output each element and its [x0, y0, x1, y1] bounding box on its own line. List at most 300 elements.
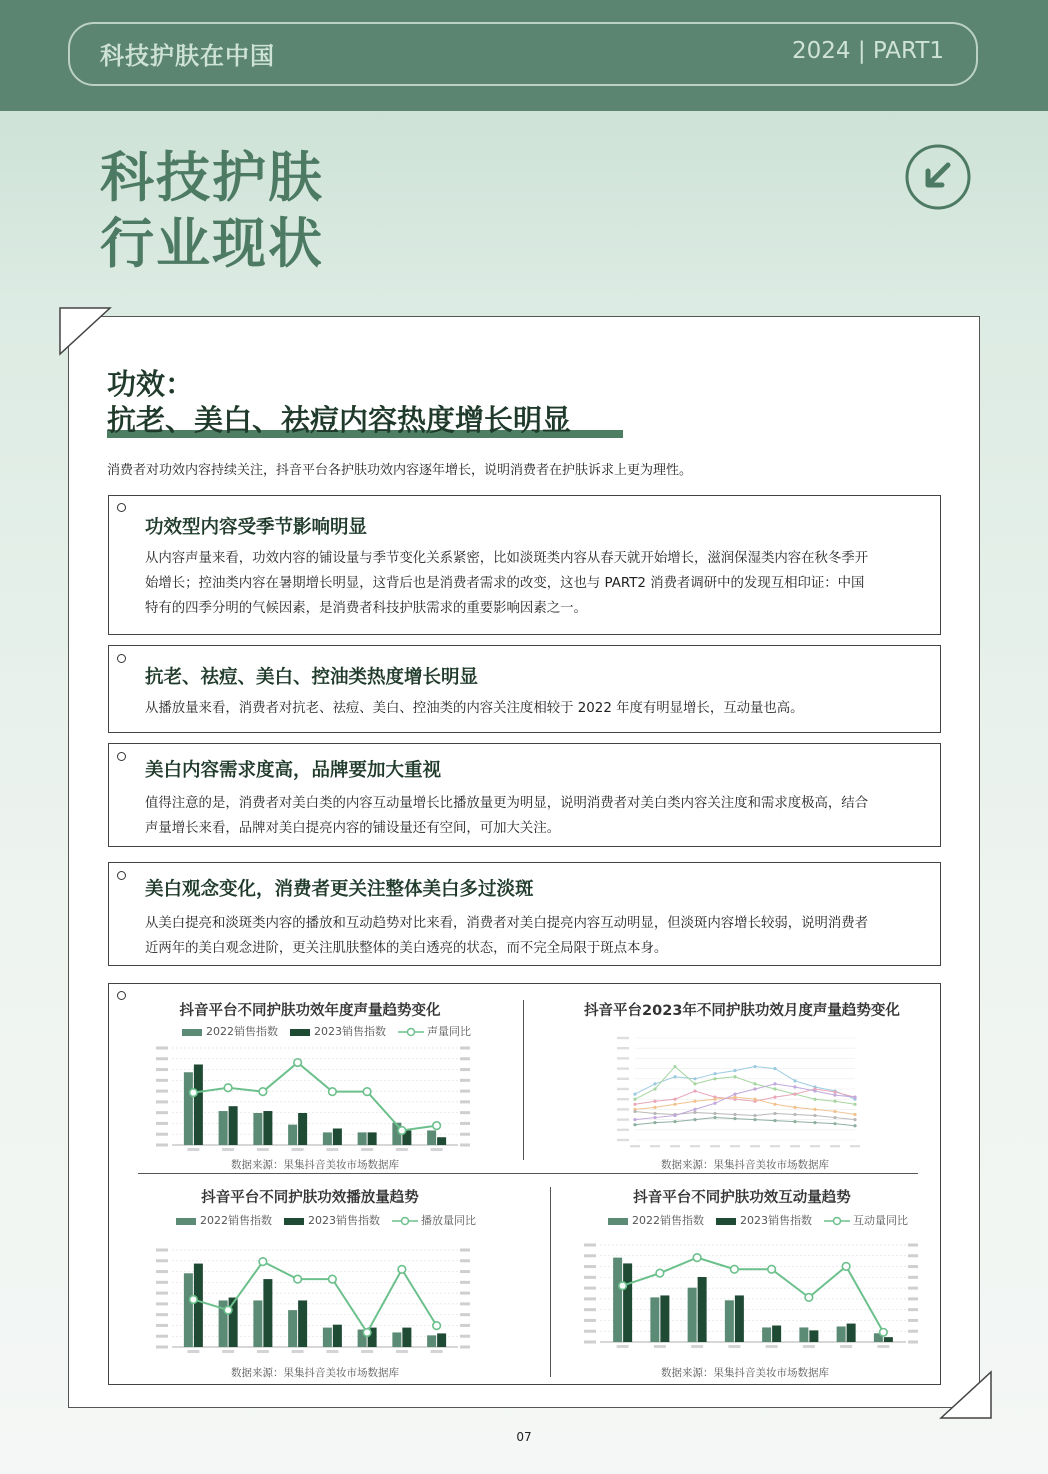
- legend-label: 2023销售指数: [308, 1214, 380, 1227]
- axis-tick-mark: [460, 1144, 470, 1147]
- axis-tick-mark: [617, 1108, 629, 1110]
- series-point: [693, 1100, 696, 1103]
- series-point: [713, 1112, 716, 1115]
- bar-2022: [358, 1132, 367, 1145]
- category-tick-mark: [840, 1345, 852, 1348]
- series-point: [773, 1096, 776, 1099]
- axis-tick-mark: [460, 1335, 470, 1338]
- category-tick-mark: [257, 1148, 269, 1151]
- series-point: [633, 1118, 636, 1121]
- series-point: [833, 1090, 836, 1093]
- axis-tick-mark: [908, 1287, 918, 1290]
- axis-tick-mark: [617, 1037, 629, 1039]
- series-point: [793, 1085, 796, 1088]
- series-point: [733, 1075, 736, 1078]
- yoy-point: [294, 1275, 302, 1283]
- bar-2023: [298, 1113, 307, 1145]
- series-point: [653, 1082, 656, 1085]
- axis-tick-mark: [156, 1144, 168, 1147]
- series-point: [693, 1089, 696, 1092]
- arrow-down-left-icon: [904, 143, 972, 211]
- axis-tick-mark: [460, 1249, 470, 1252]
- series-point: [833, 1110, 836, 1113]
- category-tick-mark: [810, 1145, 820, 1147]
- series-point: [693, 1108, 696, 1111]
- category-tick-mark: [877, 1345, 889, 1348]
- category-tick-mark: [222, 1350, 234, 1353]
- series-point: [713, 1098, 716, 1101]
- bar-2022: [288, 1310, 297, 1347]
- category-tick-mark: [730, 1145, 740, 1147]
- series-point: [653, 1100, 656, 1103]
- axis-tick-mark: [460, 1079, 470, 1082]
- axis-tick-mark: [617, 1129, 629, 1131]
- category-tick-mark: [830, 1145, 840, 1147]
- yoy-point: [190, 1296, 198, 1304]
- category-tick-mark: [396, 1350, 408, 1353]
- series-point: [733, 1069, 736, 1072]
- bar-2022: [288, 1125, 297, 1145]
- series-point: [753, 1118, 756, 1121]
- axis-tick-mark: [156, 1313, 168, 1316]
- series-point: [853, 1113, 856, 1116]
- yoy-point: [363, 1329, 371, 1337]
- corner-decoration-bottom-right: [938, 1368, 994, 1420]
- category-tick-mark: [361, 1350, 373, 1353]
- axis-tick-mark: [460, 1259, 470, 1262]
- axis-tick-mark: [617, 1088, 629, 1090]
- axis-tick-mark: [460, 1302, 470, 1305]
- bullet-circle-icon: [117, 752, 126, 761]
- series-point: [813, 1108, 816, 1111]
- finding-text-line: 声量增长来看，品牌对美白提亮内容的铺设量还有空间，可加大关注。: [145, 821, 561, 836]
- bar-2023: [772, 1326, 781, 1342]
- axis-tick-mark: [156, 1259, 168, 1262]
- legend-item-2022: [608, 1212, 704, 1228]
- category-tick-mark: [650, 1145, 660, 1147]
- category-tick-mark: [790, 1145, 800, 1147]
- legend-label: 2022销售指数: [200, 1214, 272, 1227]
- category-tick-mark: [617, 1345, 629, 1348]
- bar-2022: [392, 1332, 401, 1347]
- yoy-point: [294, 1059, 302, 1067]
- axis-tick-mark: [156, 1324, 168, 1327]
- axis-tick-mark: [584, 1341, 596, 1344]
- bullet-circle-icon: [117, 991, 126, 1000]
- axis-tick-mark: [460, 1111, 470, 1114]
- finding-text-line: 从播放量来看，消费者对抗老、祛痘、美白、控油类的内容关注度相较于 2022 年度有明显增长，互动量也高。: [145, 701, 804, 716]
- axis-tick-mark: [908, 1297, 918, 1300]
- axis-tick-mark: [617, 1139, 629, 1141]
- axis-tick-mark: [460, 1270, 470, 1273]
- legend-label: 互动量同比: [853, 1214, 908, 1227]
- series-point: [633, 1103, 636, 1106]
- series-point: [773, 1082, 776, 1085]
- bar-2023: [229, 1106, 238, 1145]
- series-point: [633, 1110, 636, 1113]
- bar-2023: [437, 1137, 446, 1145]
- bar-2023: [437, 1333, 446, 1347]
- chart-legend: [176, 1212, 476, 1228]
- yoy-point: [190, 1089, 198, 1097]
- series-point: [853, 1096, 856, 1099]
- category-tick-mark: [670, 1145, 680, 1147]
- series-point: [753, 1114, 756, 1117]
- bar-2022: [253, 1300, 262, 1347]
- bar-2022: [219, 1111, 228, 1145]
- axis-tick-mark: [908, 1330, 918, 1333]
- finding-text-line: 从美白提亮和淡斑类内容的播放和互动趋势对比来看，消费者对美白提亮内容互动明显，但淡斑内容增长较弱，说明消费者: [145, 916, 869, 931]
- yoy-point: [656, 1269, 664, 1277]
- axis-tick-mark: [460, 1057, 470, 1060]
- series-point: [813, 1098, 816, 1101]
- bar-2023: [402, 1328, 411, 1347]
- bar-2022: [725, 1300, 734, 1342]
- axis-tick-mark: [908, 1341, 918, 1344]
- axis-tick-mark: [584, 1287, 596, 1290]
- axis-tick-mark: [156, 1302, 168, 1305]
- legend-item-line: [824, 1212, 908, 1228]
- axis-tick-mark: [156, 1281, 168, 1284]
- axis-tick-mark: [460, 1324, 470, 1327]
- bar-2022: [688, 1288, 697, 1342]
- series-point: [693, 1077, 696, 1080]
- legend-label: 2022销售指数: [206, 1025, 278, 1038]
- category-tick-mark: [750, 1145, 760, 1147]
- series-point: [693, 1082, 696, 1085]
- series-line-7: [635, 1118, 855, 1126]
- section-heading-2: 抗老、美白、祛痘内容热度增长明显: [107, 403, 572, 437]
- chart-legend: [608, 1212, 908, 1228]
- chart-title: 抖音平台不同护肤功效互动量趋势: [633, 1190, 851, 1206]
- bar-2023: [623, 1263, 632, 1342]
- category-tick-mark: [770, 1145, 780, 1147]
- legend-label: 2023销售指数: [740, 1214, 812, 1227]
- axis-tick-mark: [156, 1057, 168, 1060]
- legend-label: 播放量同比: [421, 1214, 476, 1227]
- category-tick-mark: [728, 1345, 740, 1348]
- bar-2023: [333, 1325, 342, 1347]
- category-tick-mark: [187, 1350, 199, 1353]
- yoy-point: [433, 1322, 441, 1330]
- chart-legend: [182, 1023, 471, 1039]
- finding-box-2: [108, 645, 941, 733]
- bar-2023: [263, 1111, 272, 1145]
- part-label: 2024 | PART1: [791, 38, 944, 64]
- yoy-point: [259, 1088, 267, 1096]
- finding-title: 抗老、祛痘、美白、控油类热度增长明显: [145, 667, 479, 688]
- series-point: [673, 1103, 676, 1106]
- bar-2022: [613, 1258, 622, 1342]
- category-tick-mark: [710, 1145, 720, 1147]
- series-point: [673, 1098, 676, 1101]
- bar-2022: [799, 1327, 808, 1342]
- series-point: [733, 1096, 736, 1099]
- legend-item-2023: [716, 1212, 812, 1228]
- bar-2023: [333, 1129, 342, 1145]
- finding-text-line: 近两年的美白观念进阶，更关注肌肤整体的美白透亮的状态，而不完全局限于斑点本身。: [145, 941, 668, 956]
- legend-item-2023: [290, 1023, 386, 1039]
- series-point: [733, 1093, 736, 1096]
- bar-2022: [650, 1297, 659, 1342]
- finding-title: 美白内容需求度高，品牌要加大重视: [145, 760, 442, 781]
- axis-tick-mark: [584, 1330, 596, 1333]
- axis-tick-mark: [156, 1249, 168, 1252]
- bar-2023: [809, 1330, 818, 1342]
- bar-2023: [229, 1298, 238, 1347]
- category-tick-mark: [292, 1350, 304, 1353]
- chart-interaction-volume: [578, 1240, 918, 1352]
- axis-tick-mark: [156, 1335, 168, 1338]
- axis-tick-mark: [460, 1292, 470, 1295]
- hero-title-line1: 科技护肤: [100, 146, 324, 209]
- category-tick-mark: [326, 1148, 338, 1151]
- yoy-point: [619, 1282, 627, 1290]
- chart-play-volume: [150, 1245, 470, 1357]
- series-point: [693, 1111, 696, 1114]
- series-point: [833, 1100, 836, 1103]
- category-tick-mark: [396, 1148, 408, 1151]
- legend-item-line: [392, 1212, 476, 1228]
- chart-divider-vertical: [523, 1000, 524, 1160]
- series-line-1: [635, 1067, 855, 1100]
- axis-tick-mark: [460, 1122, 470, 1125]
- category-tick-mark: [431, 1148, 443, 1151]
- series-point: [713, 1077, 716, 1080]
- series-point: [673, 1114, 676, 1117]
- series-point: [633, 1093, 636, 1096]
- section-intro: 消费者对功效内容持续关注，抖音平台各护肤功效内容逐年增长，说明消费者在护肤诉求上更为理性。: [107, 463, 693, 478]
- bar-2023: [194, 1064, 203, 1145]
- series-point: [693, 1118, 696, 1121]
- series-point: [773, 1112, 776, 1115]
- bar-2023: [847, 1324, 856, 1342]
- bar-2023: [660, 1295, 669, 1342]
- bar-2022: [323, 1328, 332, 1347]
- yoy-point: [329, 1088, 337, 1096]
- legend-item-2023: [284, 1212, 380, 1228]
- chart-title: 抖音平台不同护肤功效年度声量趋势变化: [179, 1003, 441, 1019]
- axis-tick-mark: [584, 1244, 596, 1247]
- finding-text-line: 值得注意的是，消费者对美白类的内容互动量增长比播放量更为明显，说明消费者对美白类内容关注度和需求度极高，结合: [145, 796, 869, 811]
- category-tick-mark: [690, 1145, 700, 1147]
- category-tick-mark: [292, 1148, 304, 1151]
- chart-title: 抖音平台2023年不同护肤功效月度声量趋势变化: [584, 1003, 900, 1019]
- axis-tick-mark: [617, 1098, 629, 1100]
- chart-divider-vertical: [550, 1187, 551, 1377]
- category-tick-mark: [187, 1148, 199, 1151]
- section-heading-1: 功效：: [107, 367, 195, 401]
- series-point: [753, 1082, 756, 1085]
- category-tick-mark: [850, 1145, 860, 1147]
- axis-tick-mark: [584, 1319, 596, 1322]
- brand-title: 科技护肤在中国: [100, 42, 275, 70]
- series-point: [633, 1123, 636, 1126]
- axis-tick-mark: [460, 1068, 470, 1071]
- series-point: [793, 1093, 796, 1096]
- yoy-point: [224, 1084, 232, 1092]
- chart-title: 抖音平台不同护肤功效播放量趋势: [201, 1190, 419, 1206]
- finding-text-line: 始增长；控油类内容在暑期增长明显，这背后也是消费者需求的改变，这也与 PART2 消费者调研中的发现互相印证：中国: [145, 576, 865, 591]
- bar-2022: [427, 1130, 436, 1145]
- axis-tick-mark: [617, 1047, 629, 1049]
- yoy-point: [329, 1275, 337, 1283]
- axis-tick-mark: [908, 1308, 918, 1311]
- chart-source: 数据来源：果集抖音美妆市场数据库: [661, 1159, 829, 1171]
- yoy-point: [693, 1254, 701, 1262]
- axis-tick-mark: [156, 1270, 168, 1273]
- axis-tick-mark: [460, 1100, 470, 1103]
- axis-tick-mark: [908, 1276, 918, 1279]
- axis-tick-mark: [460, 1047, 470, 1050]
- bar-2022: [427, 1335, 436, 1347]
- bullet-circle-icon: [117, 654, 126, 663]
- bar-2022: [837, 1326, 846, 1342]
- series-point: [653, 1087, 656, 1090]
- series-point: [773, 1103, 776, 1106]
- series-point: [833, 1094, 836, 1097]
- axis-tick-mark: [908, 1319, 918, 1322]
- series-point: [833, 1116, 836, 1119]
- bar-2022: [184, 1072, 193, 1145]
- axis-tick-mark: [617, 1118, 629, 1120]
- yoy-point: [259, 1258, 267, 1266]
- axis-tick-mark: [584, 1276, 596, 1279]
- legend-label: 声量同比: [427, 1025, 471, 1038]
- series-point: [813, 1114, 816, 1117]
- series-point: [713, 1072, 716, 1075]
- series-point: [793, 1106, 796, 1109]
- series-point: [793, 1113, 796, 1116]
- series-point: [853, 1103, 856, 1106]
- series-point: [653, 1121, 656, 1124]
- yoy-point: [768, 1265, 776, 1273]
- bullet-circle-icon: [117, 871, 126, 880]
- axis-tick-mark: [460, 1133, 470, 1136]
- axis-tick-mark: [617, 1067, 629, 1069]
- series-point: [773, 1119, 776, 1122]
- legend-item-line: [398, 1023, 471, 1039]
- category-tick-mark: [766, 1345, 778, 1348]
- legend-label: 2022销售指数: [632, 1214, 704, 1227]
- series-point: [633, 1098, 636, 1101]
- yoy-point: [363, 1088, 371, 1096]
- finding-text-line: 从内容声量来看，功效内容的铺设量与季节变化关系紧密，比如淡斑类内容从春天就开始增长，滋润保湿类内容在秋冬季开: [145, 551, 869, 566]
- bar-2023: [194, 1264, 203, 1347]
- series-point: [753, 1098, 756, 1101]
- axis-tick-mark: [156, 1090, 168, 1093]
- legend-item-2022: [176, 1212, 272, 1228]
- series-point: [673, 1075, 676, 1078]
- category-tick-mark: [361, 1148, 373, 1151]
- bar-2022: [762, 1327, 771, 1342]
- series-point: [733, 1117, 736, 1120]
- yoy-point: [842, 1263, 850, 1271]
- series-point: [753, 1065, 756, 1068]
- series-point: [713, 1116, 716, 1119]
- axis-tick-mark: [156, 1100, 168, 1103]
- series-point: [853, 1124, 856, 1127]
- bar-2023: [263, 1279, 272, 1347]
- series-point: [673, 1065, 676, 1068]
- bar-2023: [298, 1300, 307, 1347]
- axis-tick-mark: [460, 1313, 470, 1316]
- chart-source: 数据来源：果集抖音美妆市场数据库: [231, 1159, 399, 1171]
- bar-2022: [323, 1132, 332, 1145]
- axis-tick-mark: [460, 1346, 470, 1349]
- series-point: [773, 1067, 776, 1070]
- chart-voice-volume: [150, 1043, 470, 1155]
- series-point: [733, 1113, 736, 1116]
- category-tick-mark: [431, 1350, 443, 1353]
- axis-tick-mark: [460, 1090, 470, 1093]
- series-point: [653, 1112, 656, 1115]
- category-tick-mark: [803, 1345, 815, 1348]
- series-point: [833, 1122, 836, 1125]
- series-point: [793, 1079, 796, 1082]
- hero-title-line2: 行业现状: [100, 212, 324, 275]
- bar-2023: [735, 1295, 744, 1342]
- series-line-5: [635, 1111, 855, 1119]
- finding-text-line: 特有的四季分明的气候因素，是消费者科技护肤需求的重要影响因素之一。: [145, 601, 587, 616]
- category-tick-mark: [654, 1345, 666, 1348]
- series-point: [753, 1087, 756, 1090]
- yoy-point: [880, 1329, 888, 1337]
- yoy-point: [398, 1127, 406, 1135]
- corner-decoration-top-left: [58, 306, 114, 358]
- axis-tick-mark: [460, 1281, 470, 1284]
- series-point: [713, 1102, 716, 1105]
- axis-tick-mark: [584, 1297, 596, 1300]
- axis-tick-mark: [908, 1244, 918, 1247]
- bar-2022: [184, 1273, 193, 1347]
- category-tick-mark: [326, 1350, 338, 1353]
- yoy-point: [224, 1306, 232, 1314]
- bar-2023: [368, 1132, 377, 1145]
- yoy-point: [398, 1266, 406, 1274]
- series-point: [653, 1106, 656, 1109]
- chart-divider-horizontal: [138, 1173, 918, 1174]
- axis-tick-mark: [156, 1346, 168, 1349]
- series-point: [813, 1121, 816, 1124]
- yoy-point: [731, 1265, 739, 1273]
- yoy-point: [433, 1122, 441, 1130]
- category-tick-mark: [257, 1350, 269, 1353]
- axis-tick-mark: [156, 1047, 168, 1050]
- axis-tick-mark: [617, 1057, 629, 1059]
- axis-tick-mark: [908, 1254, 918, 1257]
- page-number: 07: [516, 1430, 532, 1444]
- finding-title: 美白观念变化，消费者更关注整体美白多过淡斑: [145, 879, 534, 900]
- axis-tick-mark: [584, 1265, 596, 1268]
- legend-item-2022: [182, 1023, 278, 1039]
- series-point: [673, 1120, 676, 1123]
- bar-2023: [698, 1277, 707, 1342]
- axis-tick-mark: [156, 1122, 168, 1125]
- bar-2023: [884, 1337, 893, 1342]
- series-point: [793, 1120, 796, 1123]
- axis-tick-mark: [584, 1308, 596, 1311]
- axis-tick-mark: [156, 1133, 168, 1136]
- series-point: [813, 1089, 816, 1092]
- series-point: [773, 1087, 776, 1090]
- series-point: [653, 1116, 656, 1119]
- axis-tick-mark: [908, 1265, 918, 1268]
- axis-tick-mark: [156, 1079, 168, 1082]
- legend-label: 2023销售指数: [314, 1025, 386, 1038]
- axis-tick-mark: [617, 1078, 629, 1080]
- chart-source: 数据来源：果集抖音美妆市场数据库: [661, 1367, 829, 1379]
